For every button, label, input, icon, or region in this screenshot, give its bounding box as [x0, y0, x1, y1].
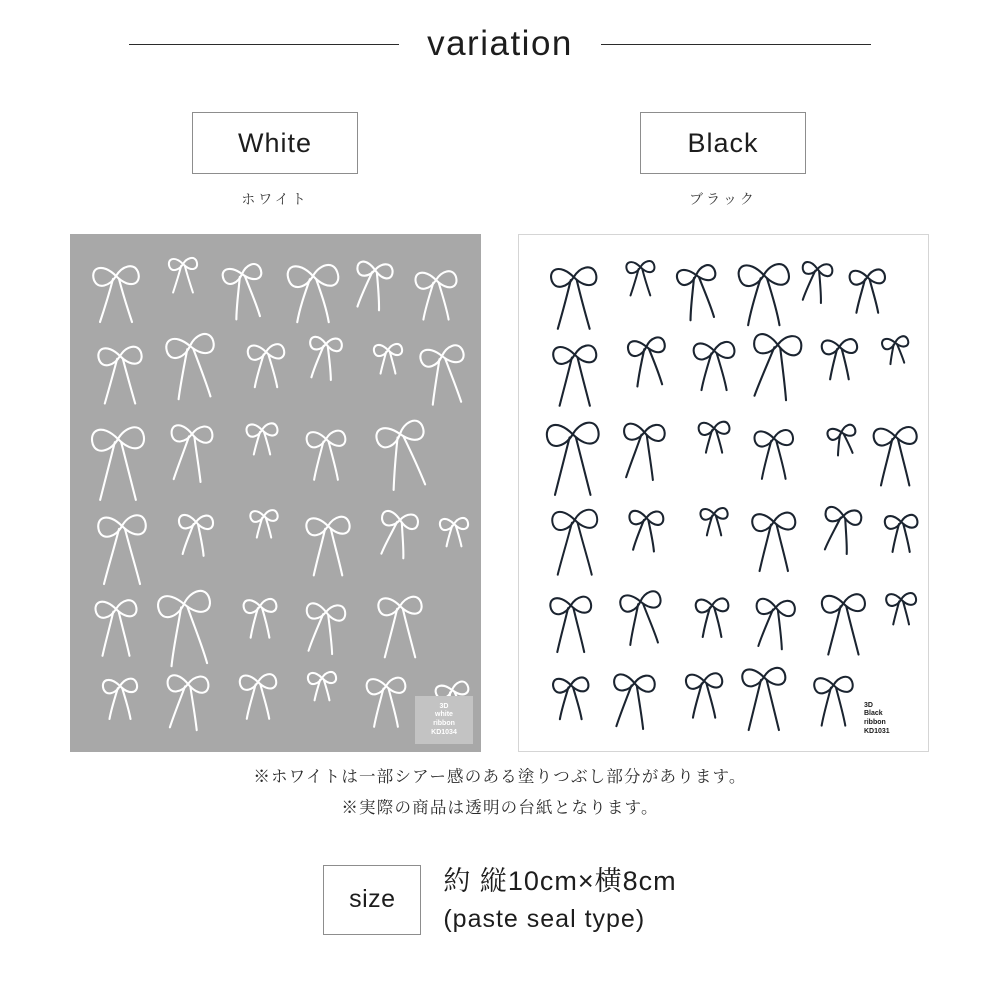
variation-black	[513, 112, 933, 735]
size-block	[0, 862, 1000, 937]
variation-name-black: Black	[687, 127, 759, 158]
size-type: (paste seal type)	[443, 905, 646, 934]
note-1: ※ホワイトは一部シアー感のある塗りつぶし部分があります。	[253, 768, 747, 786]
tag-line-3: ribbon	[864, 719, 886, 726]
size-label-box	[323, 865, 421, 935]
size-text	[443, 862, 676, 937]
bow-pattern-black	[519, 235, 928, 751]
variation-white	[65, 112, 485, 736]
tag-line-4: KD1031	[864, 727, 890, 735]
header-rule-left	[129, 44, 399, 45]
sticker-sheet-white	[70, 234, 481, 752]
page-title: variation	[427, 24, 573, 63]
tag-line-1: 3D	[864, 701, 873, 709]
page-header	[0, 14, 1000, 74]
size-dimensions: 約 縦10cm×横8cm	[443, 866, 677, 896]
variation-name-box-white	[192, 112, 358, 174]
note-2: ※実際の商品は透明の台紙となります。	[341, 799, 659, 818]
bow-pattern-white	[70, 234, 481, 752]
variation-kana-white: ホワイト	[241, 191, 309, 207]
variation-name-white: White	[237, 127, 313, 158]
tag-line-3: ribbon	[433, 720, 455, 727]
tag-line-4: KD1034	[431, 728, 457, 736]
sticker-sheet-black	[518, 234, 929, 752]
notes-block	[0, 762, 1000, 825]
sheet-tag-black	[862, 695, 920, 743]
tag-line-2: Black	[864, 710, 883, 718]
size-label: size	[349, 885, 396, 914]
tag-line-2: white	[435, 711, 453, 719]
variation-name-box-black	[640, 112, 806, 174]
tag-line-1: 3D	[439, 702, 449, 710]
header-rule-right	[601, 44, 871, 45]
sheet-tag-white	[415, 696, 473, 744]
variation-kana-black: ブラック	[689, 191, 757, 207]
